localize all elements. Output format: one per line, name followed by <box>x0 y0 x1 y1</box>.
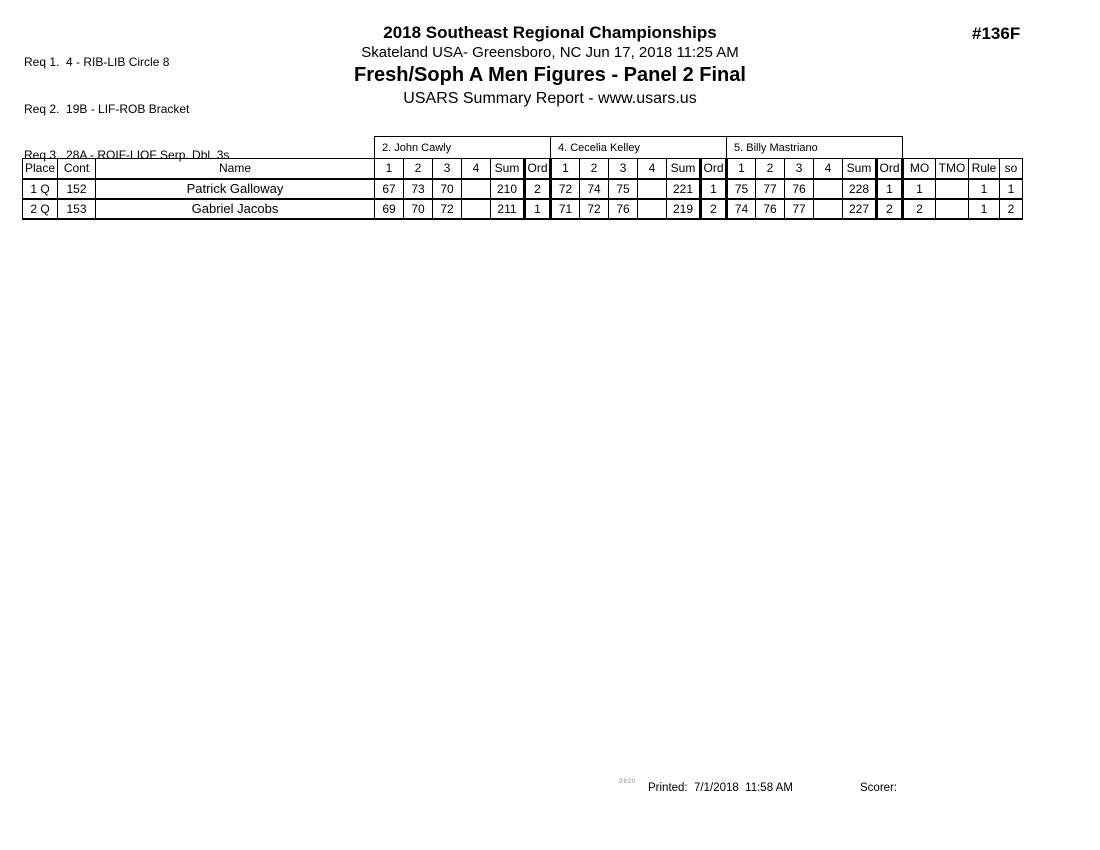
col-header-j4-3: 3 <box>609 159 638 179</box>
judge-header-row <box>23 137 1023 159</box>
score-cell: 71 <box>551 199 580 219</box>
col-header-place: Place <box>23 159 58 179</box>
col-header-j2-3: 3 <box>433 159 462 179</box>
venue-date-line: Skateland USA- Greensboro, NC Jun 17, 2018 11:25 AM <box>361 44 739 61</box>
col-header-j2-ord: Ord <box>525 159 551 179</box>
judge-row-right-spacer <box>903 137 1023 159</box>
requirement-line-3: Req 3. 28A - ROIF-LIOF Serp. Dbl. 3s <box>24 148 230 162</box>
tmo-cell <box>936 199 969 219</box>
col-header-j5-sum: Sum <box>843 159 877 179</box>
col-header-j4-sum: Sum <box>667 159 701 179</box>
score-cell: 76 <box>756 199 785 219</box>
col-header-j5-2: 2 <box>756 159 785 179</box>
table-row <box>23 179 1023 199</box>
championship-title: 2018 Southeast Regional Championships <box>383 23 717 42</box>
rule-cell: 1 <box>969 179 1000 199</box>
col-header-j2-1: 1 <box>375 159 404 179</box>
so-cell: 1 <box>1000 179 1023 199</box>
col-header-j2-4: 4 <box>462 159 491 179</box>
report-type-line: USARS Summary Report - www.usars.us <box>403 90 697 107</box>
col-header-j5-ord: Ord <box>877 159 903 179</box>
skater-name-cell: Gabriel Jacobs <box>96 199 375 219</box>
score-cell: 76 <box>785 179 814 199</box>
ordinal-cell: 1 <box>701 179 727 199</box>
col-header-j5-4: 4 <box>814 159 843 179</box>
score-cell <box>638 179 667 199</box>
score-cell: 76 <box>609 199 638 219</box>
place-cell: 1 Q <box>23 179 58 199</box>
sum-cell: 210 <box>491 179 525 199</box>
sum-cell: 221 <box>667 179 701 199</box>
score-cell: 70 <box>404 199 433 219</box>
so-cell: 2 <box>1000 199 1023 219</box>
event-title: Fresh/Soph A Men Figures - Panel 2 Final <box>354 64 746 86</box>
score-cell: 72 <box>580 199 609 219</box>
col-header-so: so <box>1000 159 1023 179</box>
rule-cell: 1 <box>969 199 1000 219</box>
score-cell <box>462 179 491 199</box>
score-cell: 72 <box>433 199 462 219</box>
mo-cell: 2 <box>903 199 936 219</box>
col-header-j2-sum: Sum <box>491 159 525 179</box>
requirement-line-2: Req 2. 19B - LIF-ROB Bracket <box>24 101 190 116</box>
score-cell: 74 <box>580 179 609 199</box>
col-header-mo: MO <box>903 159 936 179</box>
place-cell: 2 Q <box>23 199 58 219</box>
sum-cell: 211 <box>491 199 525 219</box>
score-cell <box>638 199 667 219</box>
col-header-name: Name <box>96 159 375 179</box>
sum-cell: 227 <box>843 199 877 219</box>
judge-row-left-spacer <box>23 137 375 159</box>
col-header-j4-2: 2 <box>580 159 609 179</box>
score-cell: 77 <box>756 179 785 199</box>
footer-code: 3820 <box>619 779 637 785</box>
tmo-cell <box>936 179 969 199</box>
col-header-j5-3: 3 <box>785 159 814 179</box>
ordinal-cell: 2 <box>877 199 903 219</box>
ordinal-cell: 1 <box>525 199 551 219</box>
title-block <box>0 22 1100 109</box>
mo-cell: 1 <box>903 179 936 199</box>
score-cell: 72 <box>551 179 580 199</box>
score-cell: 73 <box>404 179 433 199</box>
score-cell <box>462 199 491 219</box>
table-row <box>23 199 1023 219</box>
judge-5-name: 5. Billy Mastriano <box>727 137 903 159</box>
col-header-j4-1: 1 <box>551 159 580 179</box>
contestant-number-cell: 152 <box>58 179 96 199</box>
score-cell <box>814 179 843 199</box>
ordinal-cell: 2 <box>525 179 551 199</box>
doc-number: #136F <box>972 24 1021 43</box>
col-header-j5-1: 1 <box>727 159 756 179</box>
col-header-j4-ord: Ord <box>701 159 727 179</box>
score-cell <box>814 199 843 219</box>
judge-2-name: 2. John Cawly <box>375 137 551 159</box>
results-table <box>22 136 1023 220</box>
col-header-j2-2: 2 <box>404 159 433 179</box>
score-cell: 75 <box>727 179 756 199</box>
requirement-line-1: Req 1. 4 - RIB-LIB Circle 8 <box>24 55 170 69</box>
score-cell: 69 <box>375 199 404 219</box>
score-cell: 74 <box>727 199 756 219</box>
score-cell: 75 <box>609 179 638 199</box>
col-header-j4-4: 4 <box>638 159 667 179</box>
printed-timestamp: Printed: 7/1/2018 11:58 AM <box>648 782 793 794</box>
skater-name-cell: Patrick Galloway <box>96 179 375 199</box>
col-header-rule: Rule <box>969 159 1000 179</box>
sum-cell: 228 <box>843 179 877 199</box>
contestant-number-cell: 153 <box>58 199 96 219</box>
sum-cell: 219 <box>667 199 701 219</box>
col-header-cont: Cont <box>58 159 96 179</box>
score-cell: 70 <box>433 179 462 199</box>
scorer-label: Scorer: <box>860 782 898 794</box>
ordinal-cell: 2 <box>701 199 727 219</box>
judge-4-name: 4. Cecelia Kelley <box>551 137 727 159</box>
ordinal-cell: 1 <box>877 179 903 199</box>
score-cell: 67 <box>375 179 404 199</box>
score-cell: 77 <box>785 199 814 219</box>
col-header-tmo: TMO <box>936 159 969 179</box>
column-header-row <box>23 159 1023 179</box>
